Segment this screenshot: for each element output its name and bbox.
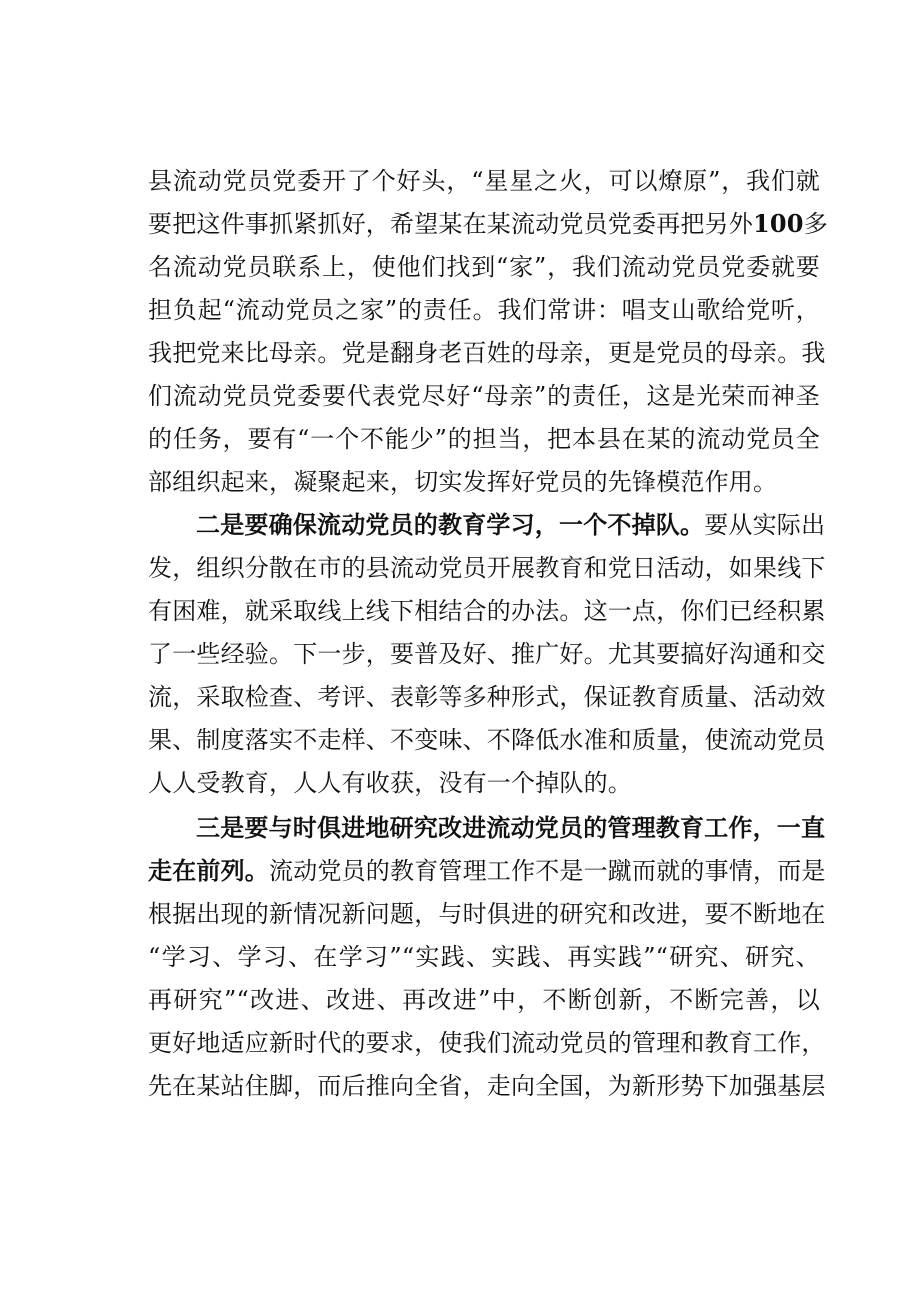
text-line: 我把党来比母亲。党是翻身老百姓的母亲，更是党员的母亲。我	[148, 339, 826, 367]
text-line: 了一些经验。下一步，要普及好、推广好。尤其要搞好沟通和交	[148, 640, 826, 668]
text-line: 先在某站住脚，而后推向全省，走向全国，为新形势下加强基层	[148, 1072, 826, 1100]
text-line: 有困难，就采取线上线下相结合的办法。这一点，你们已经积累	[148, 597, 826, 625]
text-line: 流，采取检查、考评、表彰等多种形式，保证教育质量、活动效	[148, 683, 826, 711]
text-line: 再研究”“改进、改进、再改进”中，不断创新，不断完善，以	[148, 986, 820, 1014]
text-line: “学习、学习、在学习”“实践、实践、再实践”“研究、研究、	[148, 943, 820, 971]
text-line: 根据出现的新情况新问题，与时俱进的研究和改进，要不断地在	[148, 900, 826, 928]
text-line: 的任务，要有“一个不能少”的担当，把本县在某的流动党员全	[148, 425, 820, 453]
paragraph-heading: 走在前列。	[148, 856, 269, 885]
heading-line-rest: 流动党员的教育管理工作不是一蹴而就的事情，而是	[269, 857, 826, 885]
paragraph-heading-line	[196, 510, 826, 540]
heading-line-rest: 要从实际出	[704, 511, 826, 539]
text-line: 人人受教育，人人有收获，没有一个掉队的。	[148, 769, 632, 797]
paragraph-heading-line-2	[148, 856, 826, 886]
text-line: 发，组织分散在市的县流动党员开展教育和党日活动，如果线下	[148, 554, 826, 582]
paragraph-heading-line: 三是要与时俱进地研究改进流动党员的管理教育工作，一直	[196, 813, 826, 842]
text-line: 部组织起来，凝聚起来，切实发挥好党员的先锋模范作用。	[148, 468, 778, 496]
bold-number: 100	[753, 209, 804, 238]
paragraph-heading: 二是要确保流动党员的教育学习，一个不掉队。	[196, 510, 705, 539]
text-line: 名流动党员联系上，使他们找到“家”，我们流动党员党委就要	[148, 253, 820, 281]
text-line: 更好地适应新时代的要求，使我们流动党员的管理和教育工作，	[148, 1029, 826, 1057]
text-line: 县流动党员党委开了个好头，“星星之火，可以燎原”，我们就	[148, 167, 820, 195]
text-line: 果、制度落实不走样、不变味、不降低水准和质量，使流动党员	[148, 726, 826, 754]
text-line: 要把这件事抓紧抓好，希望某在某流动党员党委再把另外100多	[148, 209, 828, 238]
text-line: 们流动党员党委要代表党尽好“母亲”的责任，这是光荣而神圣	[148, 382, 820, 410]
text-line: 担负起“流动党员之家”的责任。我们常讲：唱支山歌给党听，	[148, 296, 820, 324]
